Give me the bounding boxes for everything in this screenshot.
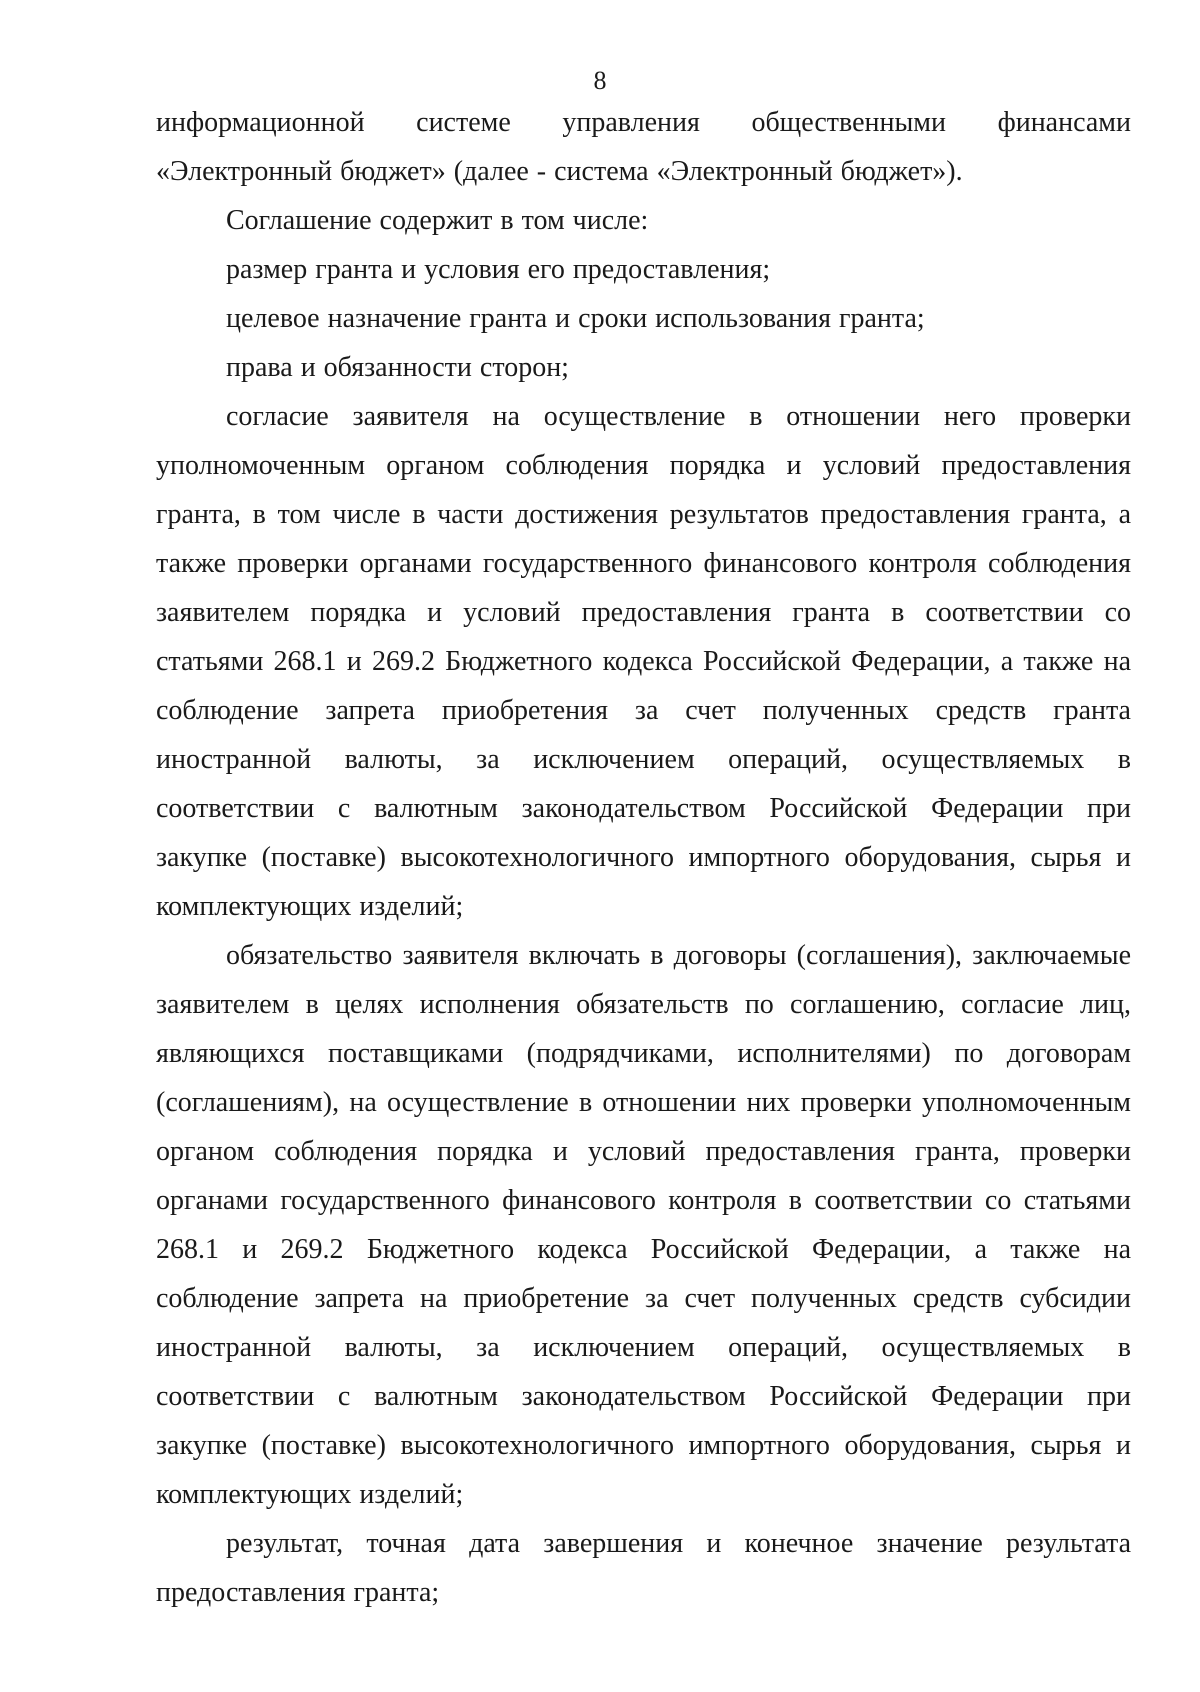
- paragraph-applicant-consent: согласие заявителя на осуществление в отношении него проверки уполномоченным органом соблюдения порядка и условий предоставления гранта, в том числе в части достижения результатов предоставления гранта, а также проверки органами государственного финансового контроля соблюдения заявителем порядка и условий предоставления гранта в соответствии со статьями 268.1 и 269.2 Бюджетного кодекса Российской Федерации, а также на соблюдение запрета приобретения за счет полученных средств гранта иностранной валюты, за исключением операций, осуществляемых в соответствии с валютным законодательством Российской Федерации при закупке (поставке) высокотехнологичного импортного оборудования, сырья и комплектующих изделий;: [156, 401, 1131, 922]
- document-body: [156, 98, 1131, 1617]
- page-number: 8: [593, 66, 607, 95]
- paragraph-continuation: информационной системе управления общественными финансами «Электронный бюджет» (далее - система «Электронный бюджет»).: [156, 107, 1131, 187]
- paragraph-applicant-obligation: обязательство заявителя включать в договоры (соглашения), заключаемые заявителем в целях исполнения обязательств по соглашению, согласие лиц, являющихся поставщиками (подрядчиками, исполнителями) по договорам (соглашениям), на осуществление в отношении них проверки уполномоченным органом соблюдения порядка и условий предоставления гранта, проверки органами государственного финансового контроля в соответствии со статьями 268.1 и 269.2 Бюджетного кодекса Российской Федерации, а также на соблюдение запрета на приобретение за счет полученных средств субсидии иностранной валюты, за исключением операций, осуществляемых в соответствии с валютным законодательством Российской Федерации при закупке (поставке) высокотехнологичного импортного оборудования, сырья и комплектующих изделий;: [156, 940, 1131, 1510]
- paragraph-grant-purpose: целевое назначение гранта и сроки использования гранта;: [226, 303, 925, 334]
- paragraph-grant-result: результат, точная дата завершения и конечное значение результата предоставления гранта;: [156, 1528, 1131, 1608]
- paragraph-grant-size: размер гранта и условия его предоставления;: [226, 254, 771, 285]
- paragraph-rights-obligations: права и обязанности сторон;: [226, 352, 569, 383]
- paragraph-agreement-contents-intro: Соглашение содержит в том числе:: [226, 205, 649, 236]
